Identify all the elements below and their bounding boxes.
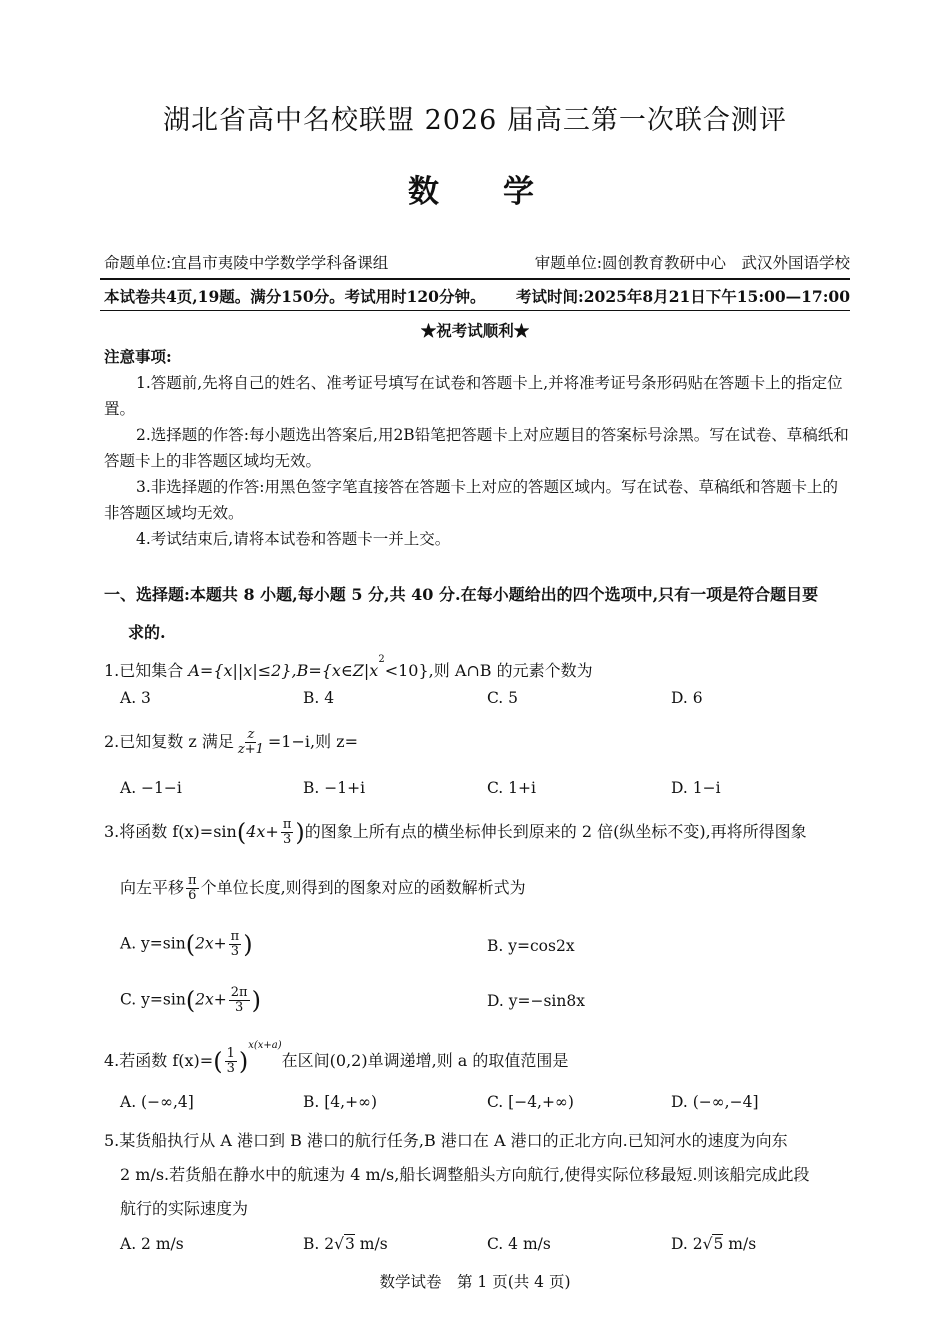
q3-right-paren: ) bbox=[295, 818, 305, 847]
q3-opta-den: 3 bbox=[230, 944, 240, 959]
q3-opta-rparen: ) bbox=[243, 930, 253, 959]
q3-left-paren: ( bbox=[236, 818, 247, 847]
q3-optc-lparen: ( bbox=[185, 986, 196, 1015]
q3-opta-prefix: A. y=sin bbox=[120, 934, 186, 953]
q3-optc-rparen: ) bbox=[251, 986, 261, 1015]
q3-arg: 4x+ bbox=[246, 822, 279, 841]
setter-unit: 命题单位:宜昌市夷陵中学数学学科备课组 bbox=[104, 254, 389, 272]
q1-set-a: A={x||x|≤2} bbox=[188, 661, 292, 680]
q2-fraction bbox=[236, 728, 266, 757]
q4-num: 1 bbox=[226, 1046, 235, 1061]
q4-prefix: 4.若函数 f(x)= bbox=[104, 1051, 214, 1070]
section-heading-cont: 求的. bbox=[128, 623, 166, 642]
q1-suffix: ,则 A∩B 的元素个数为 bbox=[428, 661, 593, 680]
q3-optc-num: 2π bbox=[230, 985, 248, 1000]
q5-option-a: A. 2 m/s bbox=[120, 1235, 184, 1253]
q5-optd-pre: D. 2 bbox=[671, 1235, 703, 1253]
q3-line2-fraction bbox=[186, 874, 199, 903]
q1-option-c: C. 5 bbox=[487, 689, 519, 707]
page-footer: 数学试卷 第 1 页(共 4 页) bbox=[379, 1273, 571, 1291]
question-1 bbox=[104, 654, 593, 681]
q2-suffix: =1−i,则 z= bbox=[267, 732, 359, 751]
q3-prefix: 3.将函数 f(x)=sin bbox=[104, 822, 237, 841]
q1-option-b: B. 4 bbox=[303, 689, 335, 707]
q3-frac-den: 3 bbox=[282, 832, 292, 847]
q2-option-c: C. 1+i bbox=[487, 779, 536, 797]
reviewer-unit: 审题单位:圆创教育教研中心 武汉外国语学校 bbox=[534, 254, 850, 272]
q4-option-d: D. (−∞,−4] bbox=[671, 1093, 759, 1111]
q3-option-a bbox=[120, 930, 253, 959]
q3-opta-num: π bbox=[230, 929, 240, 944]
q5-option-b bbox=[303, 1235, 388, 1253]
q3-option-d: D. y=−sin8x bbox=[487, 992, 585, 1010]
q2-prefix: 2.已知复数 z 满足 bbox=[104, 732, 234, 751]
note-item: 3.非选择题的作答:用黑色签字笔直接答在答题卡上对应的答题区域内。写在试卷、草稿纸和答题卡上的非答题区域均无效。 bbox=[104, 478, 839, 522]
paper-info: 本试卷共4页,19题。满分150分。考试用时120分钟。 bbox=[104, 287, 486, 306]
q4-lparen: ( bbox=[213, 1047, 223, 1076]
q5-option-c: C. 4 m/s bbox=[487, 1235, 551, 1253]
q4-den: 3 bbox=[226, 1061, 235, 1076]
q3-fraction bbox=[281, 818, 294, 847]
q3-optc-den: 3 bbox=[235, 1000, 244, 1015]
q1-sup: 2 bbox=[378, 654, 385, 665]
q5-optd-post: m/s bbox=[723, 1235, 757, 1253]
question-5-line1: 5.某货船执行从 A 港口到 B 港口的航行任务,B 港口在 A 港口的正北方向.已知河水的速度为向东 bbox=[104, 1131, 788, 1150]
note-item: 1.答题前,先将自己的姓名、准考证号填写在试卷和答题卡上,并将准考证号条形码贴在答题卡上的指定位置。 bbox=[104, 374, 843, 418]
q3-opta-lparen: ( bbox=[185, 930, 196, 959]
q1-option-d: D. 6 bbox=[671, 689, 703, 707]
q3-option-b: B. y=cos2x bbox=[487, 937, 575, 955]
question-3 bbox=[104, 818, 807, 847]
blessing: ★祝考试顺利★ bbox=[420, 321, 530, 340]
q3-opta-fraction bbox=[229, 930, 242, 959]
q4-fraction bbox=[225, 1047, 237, 1076]
subject-title: 数学 bbox=[408, 174, 598, 210]
q3-line2-suffix: 个单位长度,则得到的图象对应的函数解析式为 bbox=[200, 878, 526, 897]
info-rule bbox=[100, 310, 850, 311]
q1-prefix: 1.已知集合 bbox=[104, 661, 189, 680]
notes-heading: 注意事项: bbox=[104, 347, 172, 366]
exam-time: 考试时间:2025年8月21日下午15:00—17:00 bbox=[516, 287, 850, 306]
section-heading: 一、选择题:本题共 8 小题,每小题 5 分,共 40 分.在每小题给出的四个选项中,只有一项是符合题目要 bbox=[104, 585, 819, 604]
q5-option-d bbox=[671, 1235, 756, 1253]
q5-optb-post: m/s bbox=[354, 1235, 388, 1253]
question-5-line3: 航行的实际速度为 bbox=[120, 1199, 249, 1218]
exam-title: 湖北省高中名校联盟 2026 届高三第一次联合测评 bbox=[163, 105, 787, 136]
q4-option-c: C. [−4,+∞) bbox=[487, 1093, 574, 1111]
q1-option-a: A. 3 bbox=[120, 689, 151, 707]
q4-option-b: B. [4,+∞) bbox=[303, 1093, 378, 1111]
q3-line2-den: 6 bbox=[188, 888, 197, 903]
q3-line2-num: π bbox=[188, 873, 197, 888]
q3-option-c bbox=[120, 986, 261, 1015]
q3-suffix: 的图象上所有点的横坐标伸长到原来的 2 倍(纵坐标不变),再将所得图象 bbox=[304, 822, 807, 841]
header-rule bbox=[100, 278, 850, 280]
q3-optc-arg: 2x+ bbox=[195, 990, 227, 1009]
q3-frac-num: π bbox=[282, 817, 292, 832]
question-3-cont bbox=[120, 874, 526, 903]
q3-opta-arg: 2x+ bbox=[195, 934, 227, 953]
q2-option-a: A. −1−i bbox=[120, 779, 182, 797]
q4-suffix: 在区间(0,2)单调递增,则 a 的取值范围是 bbox=[281, 1051, 569, 1070]
note-item: 4.考试结束后,请将本试卷和答题卡一并上交。 bbox=[136, 530, 451, 548]
q5-optd-rad: 5 bbox=[713, 1235, 724, 1253]
q2-frac-num: z bbox=[247, 727, 255, 742]
q1-set-b: ,B={x∈Z|x bbox=[291, 661, 379, 680]
q4-option-a: A. (−∞,4] bbox=[120, 1093, 194, 1111]
q4-exponent: x(x+a) bbox=[248, 1040, 282, 1051]
q4-rparen: ) bbox=[238, 1047, 249, 1076]
q2-option-b: B. −1+i bbox=[303, 779, 366, 797]
q3-optc-fraction bbox=[229, 986, 250, 1015]
q5-optd-sqrt: √ bbox=[702, 1235, 713, 1253]
q1-set-b-tail: <10} bbox=[384, 661, 429, 680]
note-item: 2.选择题的作答:每小题选出答案后,用2B铅笔把答题卡上对应题目的答案标号涂黑。写在试卷、草稿纸和答题卡上的非答题区域均无效。 bbox=[104, 426, 849, 470]
q5-optb-sqrt: √ bbox=[334, 1235, 344, 1253]
question-2 bbox=[104, 728, 358, 757]
q2-option-d: D. 1−i bbox=[671, 779, 721, 797]
q3-optc-prefix: C. y=sin bbox=[120, 990, 186, 1009]
question-5-line2: 2 m/s.若货船在静水中的航速为 4 m/s,船长调整船头方向航行,使得实际位移最短.则该船完成此段 bbox=[120, 1165, 810, 1184]
q5-optb-rad: 3 bbox=[345, 1235, 355, 1253]
q2-frac-den: z+1 bbox=[237, 742, 264, 757]
q5-optb-pre: B. 2 bbox=[303, 1235, 335, 1253]
question-4 bbox=[104, 1040, 568, 1076]
q3-line2-prefix: 向左平移 bbox=[120, 878, 185, 897]
